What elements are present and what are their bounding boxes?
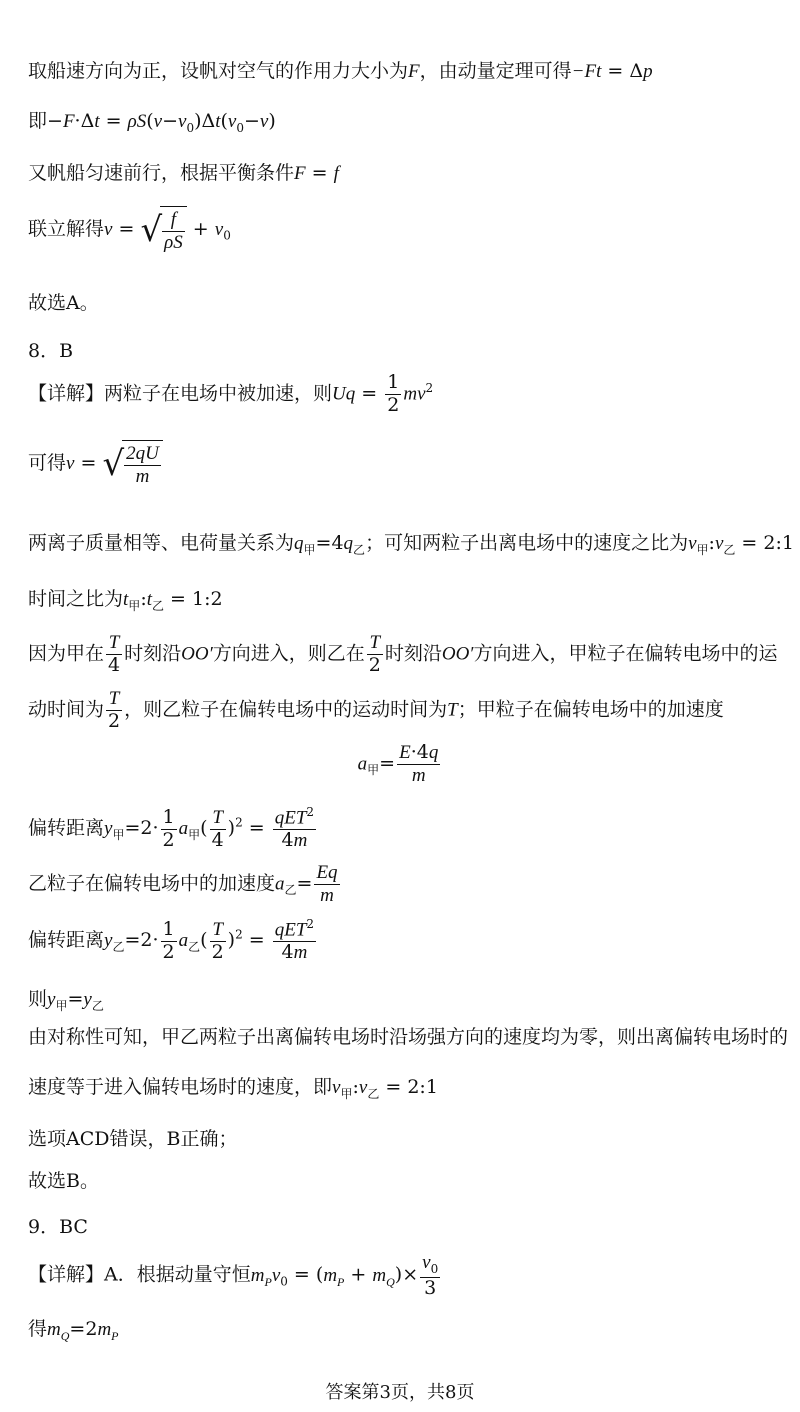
- page-footer: 答案第3页，共8页: [325, 1382, 475, 1403]
- text-line: 因为甲在 $\frac{T}{4}$ 时刻沿OO′方向进入，则乙在 $\frac{T}{2}$ 时刻沿OO′方向进入，甲粒子在偏转电场中的运: [28, 632, 778, 676]
- text-line: 故选A。: [28, 292, 99, 314]
- formula-line: 偏转距离$y_乙=2\cdot$ $\frac{1}{2}$ $a_乙$( $\frac{T}{2}$ )$^2$ = $\frac{qET^2}{4m}$: [28, 917, 315, 964]
- text-line: 得$m_Q=2m_P$: [28, 1318, 119, 1343]
- formula-line: 偏转距离$y_甲=2\cdot$ $\frac{1}{2}$ $a_甲$( $\frac{T}{4}$ )$^2$ = $\frac{qET^2}{4m}$: [28, 805, 315, 852]
- text-line: 取船速方向为正，设帆对空气的作用力大小为F，由动量定理可得−Ft = Δp: [28, 60, 653, 82]
- formula-line: $a_甲=$ $\frac{E\cdot 4q}{m}$: [357, 741, 439, 786]
- formula-line: 即$-F\cdot\Delta t = \rho S(v-v_0)\Delta t(v_0-v)$: [28, 110, 276, 135]
- text-line: 又帆船匀速前行，根据平衡条件F = f: [28, 162, 339, 184]
- text-line: 两离子质量相等、电荷量关系为$q_甲=4q_乙$；可知两粒子出离电场中的速度之比为$v_甲:v_乙$ = 2:1: [28, 532, 794, 557]
- formula-line: 可得v = √ $\frac{2qU}{m}$: [28, 440, 163, 488]
- text-line: 故选B。: [28, 1170, 99, 1192]
- formula-line: 【详解】两粒子在电场中被加速，则Uq = $\frac{1}{2}$ $mv^2$: [28, 371, 434, 416]
- text-line: 选项ACD错误，B正确；: [28, 1128, 238, 1150]
- text-line: 则$y_甲=y_乙$: [28, 988, 104, 1013]
- text-line: 时间之比为$t_甲:t_乙$ = 1:2: [28, 588, 223, 613]
- question-number: 8．B: [28, 340, 74, 362]
- question-number: 9．BC: [28, 1216, 88, 1238]
- text-line: 由对称性可知，甲乙两粒子出离偏转电场时沿场强方向的速度均为零，则出离偏转电场时的: [28, 1026, 789, 1048]
- formula-line: 联立解得v = √ $\frac{f}{\rho S}$ + $v_0$: [28, 206, 231, 254]
- formula-line: 【详解】A．根据动量守恒$m_Pv_0 = (m_P + m_Q)\times$ $\frac{v_0}{3}$: [28, 1252, 439, 1299]
- formula-line: 乙粒子在偏转电场中的加速度$a_乙=$ $\frac{Eq}{m}$: [28, 862, 338, 906]
- text-line: 速度等于进入偏转电场时的速度，即$v_甲:v_乙$ = 2:1: [28, 1076, 438, 1101]
- text-line: 动时间为 $\frac{T}{2}$ ，则乙粒子在偏转电场中的运动时间为T；甲粒子在偏转电场中的加速度: [28, 688, 724, 732]
